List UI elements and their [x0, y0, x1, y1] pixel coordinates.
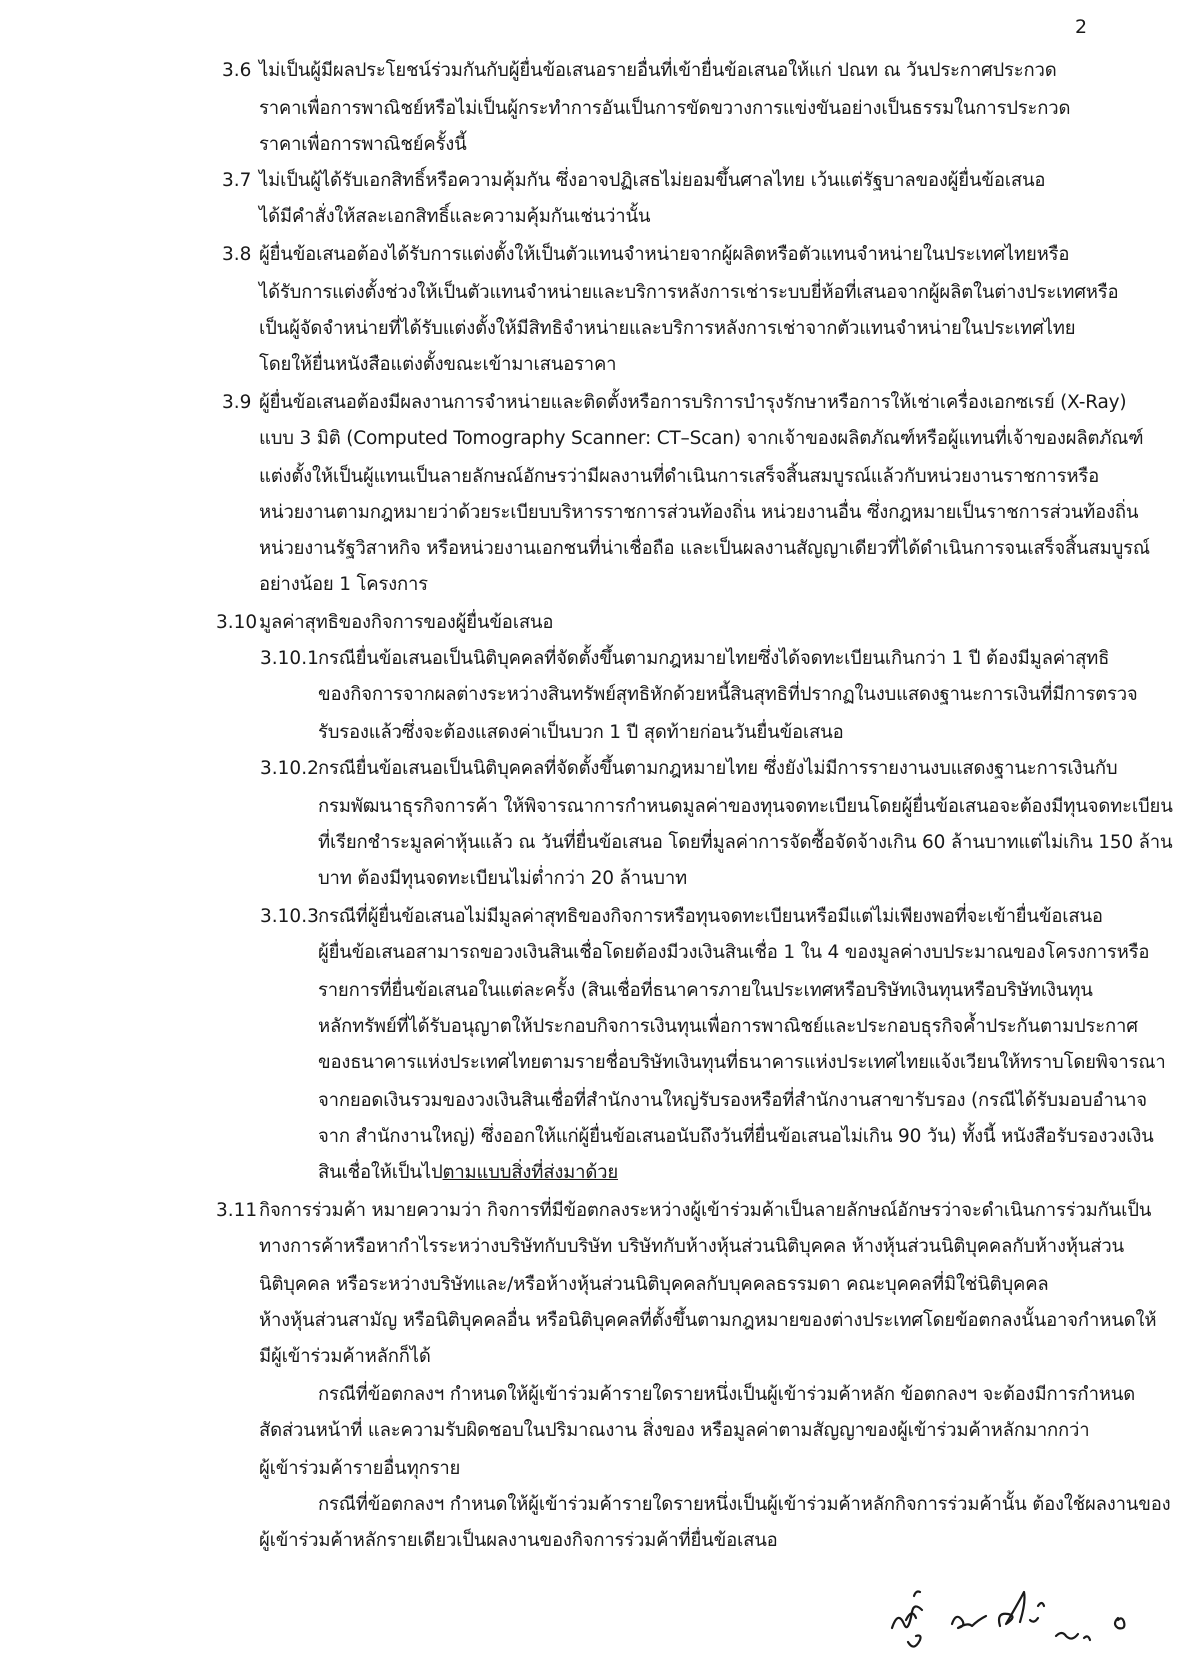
section-number-3-11: 3.11: [216, 1200, 258, 1221]
section-3-11-paragraph-2-line: ผู้เข้าร่วมค้ารายอื่นทุกราย: [259, 1458, 461, 1479]
section-3-11-line: กิจการร่วมค้า หมายความว่า กิจการที่มีข้อตกลงระหว่างผู้เข้าร่วมค้าเป็นลายลักษณ์อักษรว่าจะดำเนินการร่วมกันเป็น: [259, 1200, 1152, 1221]
section-3-10-2-line: บาท ต้องมีทุนจดทะเบียนไม่ต่ำกว่า 20 ล้านบาท: [318, 868, 688, 889]
section-3-10-3-last-prefix: สินเชื่อให้เป็นไป: [318, 1162, 443, 1183]
section-number-3-9: 3.9: [222, 392, 252, 413]
section-3-10-3-line: ผู้ยื่นข้อเสนอสามารถขอวงเงินสินเชื่อโดยต้องมีวงเงินสินเชื่อ 1 ใน 4 ของมูลค่างบประมาณของโครงการหรือ: [318, 942, 1150, 963]
section-3-8-line: เป็นผู้จัดจำหน่ายที่ได้รับแต่งตั้งให้มีสิทธิจำหน่ายและบริการหลังการเช่าจากตัวแทนจำหน่ายในประเทศไทย: [259, 318, 1076, 339]
section-3-10-3-line: กรณีที่ผู้ยื่นข้อเสนอไม่มีมูลค่าสุทธิของกิจการหรือทุนจดทะเบียนหรือมีแต่ไม่เพียงพอที่จะเข้ายื่นข้อเสนอ: [318, 906, 1103, 927]
section-3-9-line: อย่างน้อย 1 โครงการ: [259, 574, 428, 595]
section-3-11-paragraph-3-line: ผู้เข้าร่วมค้าหลักรายเดียวเป็นผลงานของกิจการร่วมค้าที่ยื่นข้อเสนอ: [259, 1530, 778, 1551]
section-3-6-line: ราคาเพื่อการพาณิชย์ครั้งนี้: [259, 134, 467, 155]
section-number-3-10-1: 3.10.1: [260, 648, 319, 669]
section-3-11-paragraph-2-line: สัดส่วนหน้าที่ และความรับผิดชอบในปริมาณงาน สิ่งของ หรือมูลค่าตามสัญญาของผู้เข้าร่วมค้าหลักมากกว่า: [259, 1420, 1090, 1441]
section-3-11-line: นิติบุคคล หรือระหว่างบริษัทและ/หรือห้างหุ้นส่วนนิติบุคคลกับบุคคลธรรมดา คณะบุคคลที่มิใช่นิติบุคคล: [259, 1274, 1049, 1295]
section-number-3-10: 3.10: [216, 612, 258, 633]
section-number-3-10-2: 3.10.2: [260, 758, 319, 779]
section-3-8-line: โดยให้ยื่นหนังสือแต่งตั้งขณะเข้ามาเสนอราคา: [259, 354, 617, 375]
section-3-10-3-last-line: [318, 1162, 618, 1184]
page-number: 2: [1075, 16, 1088, 38]
section-3-9-line: หน่วยงานตามกฎหมายว่าด้วยระเบียบบริหารราชการส่วนท้องถิ่น หน่วยงานอื่น ซึ่งกฎหมายเป็นราชการส่วนท้องถิ่น: [259, 502, 1139, 523]
section-3-8-line: ผู้ยื่นข้อเสนอต้องได้รับการแต่งตั้งให้เป็นตัวแทนจำหน่ายจากผู้ผลิตหรือตัวแทนจำหน่ายในประเทศไทยหรือ: [259, 244, 1070, 265]
section-3-8-line: ได้รับการแต่งตั้งช่วงให้เป็นตัวแทนจำหน่ายและบริการหลังการเช่าระบบยี่ห้อที่เสนอจากผู้ผลิตในต่างประเทศหรือ: [259, 282, 1119, 303]
section-3-10-title: มูลค่าสุทธิของกิจการของผู้ยื่นข้อเสนอ: [259, 612, 554, 633]
section-number-3-7: 3.7: [222, 170, 252, 191]
section-3-10-3-attachment-reference: ตามแบบสิ่งที่ส่งมาด้วย: [442, 1162, 619, 1183]
section-3-7-line: ได้มีคำสั่งให้สละเอกสิทธิ์และความคุ้มกันเช่นว่านั้น: [259, 206, 651, 227]
section-3-10-1-line: รับรองแล้วซึ่งจะต้องแสดงค่าเป็นบวก 1 ปี สุดท้ายก่อนวันยื่นข้อเสนอ: [318, 722, 844, 743]
section-3-11-paragraph-3-line: กรณีที่ข้อตกลงฯ กำหนดให้ผู้เข้าร่วมค้ารายใดรายหนึ่งเป็นผู้เข้าร่วมค้าหลักกิจการร่วมค้านั้น ต้องใช้ผลงานของ: [318, 1494, 1171, 1515]
section-3-7-line: ไม่เป็นผู้ได้รับเอกสิทธิ์หรือความคุ้มกัน ซึ่งอาจปฏิเสธไม่ยอมขึ้นศาลไทย เว้นแต่รัฐบาลของผู้ยื่นข้อเสนอ: [259, 170, 1046, 191]
section-3-11-line: ห้างหุ้นส่วนสามัญ หรือนิติบุคคลอื่น หรือนิติบุคคลที่ตั้งขึ้นตามกฎหมายของต่างประเทศโดยข้อตกลงนั้นอาจกำหนดให้: [259, 1310, 1157, 1331]
section-3-11-line: ทางการค้าหรือหากำไรระหว่างบริษัทกับบริษัท บริษัทกับห้างหุ้นส่วนนิติบุคคล ห้างหุ้นส่วนนิติบุคคลกับห้างหุ้นส่วน: [259, 1236, 1124, 1257]
section-3-9-line: แบบ 3 มิติ (Computed Tomography Scanner: CT–Scan) จากเจ้าของผลิตภัณฑ์หรือผู้แทนที่เจ้าของผลิตภัณฑ์: [259, 428, 1144, 449]
section-3-10-3-line: จากยอดเงินรวมของวงเงินสินเชื่อที่สำนักงานใหญ่รับรองหรือที่สำนักงานสาขารับรอง (กรณีได้รับมอบอำนาจ: [318, 1090, 1147, 1111]
section-3-11-line: มีผู้เข้าร่วมค้าหลักก็ได้: [259, 1346, 431, 1367]
section-3-10-3-line: จาก สำนักงานใหญ่) ซึ่งออกให้แก่ผู้ยื่นข้อเสนอนับถึงวันที่ยื่นข้อเสนอไม่เกิน 90 วัน) ทั้งนี้ หนังสือรับรองวงเงิน: [318, 1126, 1154, 1147]
section-3-10-1-line: ของกิจการจากผลต่างระหว่างสินทรัพย์สุทธิหักด้วยหนี้สินสุทธิที่ปรากฏในงบแสดงฐานะการเงินที่มีการตรวจ: [318, 684, 1138, 705]
section-3-10-3-line: หลักทรัพย์ที่ได้รับอนุญาตให้ประกอบกิจการเงินทุนเพื่อการพาณิชย์และประกอบธุรกิจค้ำประกันตามประกาศ: [318, 1016, 1138, 1037]
section-3-10-3-line: รายการที่ยื่นข้อเสนอในแต่ละครั้ง (สินเชื่อที่ธนาคารภายในประเทศหรือบริษัทเงินทุนหรือบริษัทเงินทุน: [318, 980, 1093, 1001]
section-3-10-2-line: กรณียื่นข้อเสนอเป็นนิติบุคคลที่จัดตั้งขึ้นตามกฎหมายไทย ซึ่งยังไม่มีการรายงานงบแสดงฐานะการเงินกับ: [318, 758, 1118, 779]
section-3-6-line: ราคาเพื่อการพาณิชย์หรือไม่เป็นผู้กระทำการอันเป็นการขัดขวางการแข่งขันอย่างเป็นธรรมในการประกวด: [259, 98, 1071, 119]
section-3-6-line: ไม่เป็นผู้มีผลประโยชน์ร่วมกันกับผู้ยื่นข้อเสนอรายอื่นที่เข้ายื่นข้อเสนอให้แก่ ปณท ณ วันประกาศประกวด: [259, 60, 1057, 81]
section-3-10-2-line: กรมพัฒนาธุรกิจการค้า ให้พิจารณาการกำหนดมูลค่าของทุนจดทะเบียนโดยผู้ยื่นข้อเสนอจะต้องมีทุนจดทะเบียน: [318, 796, 1173, 817]
section-number-3-8: 3.8: [222, 244, 252, 265]
section-3-10-1-line: กรณียื่นข้อเสนอเป็นนิติบุคคลที่จัดตั้งขึ้นตามกฎหมายไทยซึ่งได้จดทะเบียนเกินกว่า 1 ปี ต้องมีมูลค่าสุทธิ: [318, 648, 1110, 669]
handwritten-initials-signature: [880, 1580, 1150, 1660]
section-3-9-line: ผู้ยื่นข้อเสนอต้องมีผลงานการจำหน่ายและติดตั้งหรือการบริการบำรุงรักษาหรือการให้เช่าเครื่องเอกซเรย์ (X-Ray): [259, 392, 1127, 413]
section-3-10-2-line: ที่เรียกชำระมูลค่าหุ้นแล้ว ณ วันที่ยื่นข้อเสนอ โดยที่มูลค่าการจัดซื้อจัดจ้างเกิน 60 ล้านบาทแต่ไม่เกิน 150 ล้าน: [318, 832, 1173, 853]
section-3-9-line: หน่วยงานรัฐวิสาหกิจ หรือหน่วยงานเอกชนที่น่าเชื่อถือ และเป็นผลงานสัญญาเดียวที่ได้ดำเนินการจนเสร็จสิ้นสมบูรณ์: [259, 538, 1150, 559]
section-3-10-3-line: ของธนาคารแห่งประเทศไทยตามรายชื่อบริษัทเงินทุนที่ธนาคารแห่งประเทศไทยแจ้งเวียนให้ทราบโดยพิจารณา: [318, 1052, 1166, 1073]
section-number-3-10-3: 3.10.3: [260, 906, 319, 927]
section-3-11-paragraph-2-line: กรณีที่ข้อตกลงฯ กำหนดให้ผู้เข้าร่วมค้ารายใดรายหนึ่งเป็นผู้เข้าร่วมค้าหลัก ข้อตกลงฯ จะต้องมีการกำหนด: [318, 1384, 1136, 1405]
section-3-9-line: แต่งตั้งให้เป็นผู้แทนเป็นลายลักษณ์อักษรว่ามีผลงานที่ดำเนินการเสร็จสิ้นสมบูรณ์แล้วกับหน่วยงานราชการหรือ: [259, 466, 1099, 487]
section-number-3-6: 3.6: [222, 60, 252, 81]
